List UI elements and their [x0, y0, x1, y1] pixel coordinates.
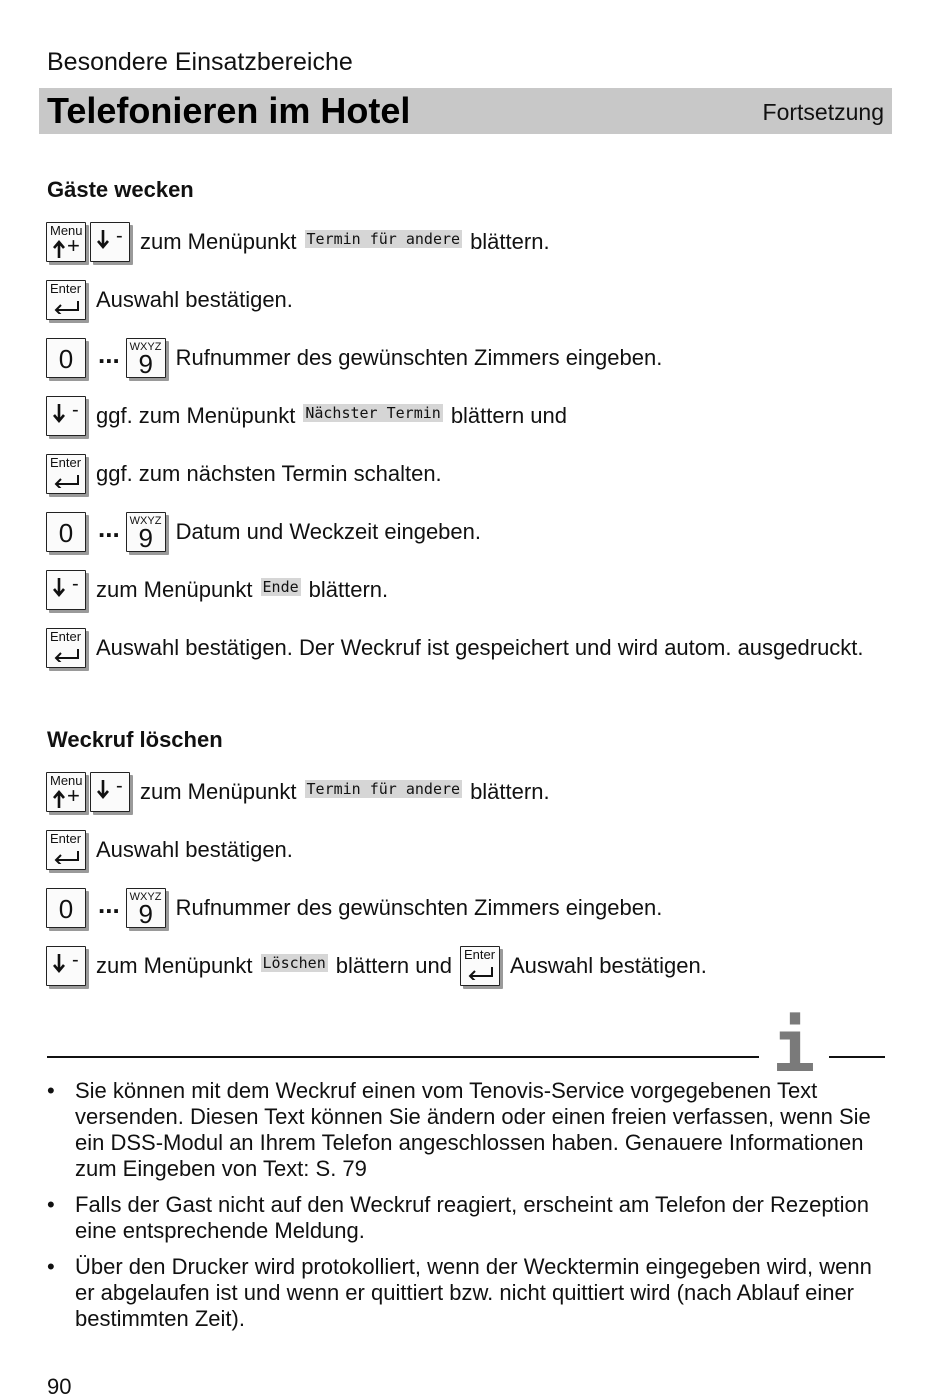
info-divider-right — [829, 1056, 885, 1058]
list-item: • Über den Drucker wird protokolliert, wenn der Wecktermin eingegeben wird, wenn er abgelaufen ist und wenn er quittiert bzw. nicht quittiert wird (nach Ablauf einer bestimmten Zeit). — [47, 1254, 872, 1331]
step-row: Menu + - zum Menüpunkt Termin für andere blättern. — [46, 220, 550, 264]
enter-key[interactable]: Enter — [46, 280, 86, 320]
enter-key[interactable]: Enter — [46, 454, 86, 494]
range-ellipsis: ... — [98, 338, 120, 369]
bullet-dot: • — [47, 1254, 55, 1279]
step-row: Enter Auswahl bestätigen. Der Weckruf ist gespeichert und wird autom. ausgedruckt. — [46, 626, 864, 670]
enter-key[interactable]: Enter — [460, 946, 500, 986]
down-minus-key[interactable]: - — [46, 570, 86, 610]
arrow-down-icon — [96, 779, 110, 801]
return-arrow-icon — [53, 474, 81, 488]
digit-0-key[interactable]: 0 — [46, 512, 86, 552]
down-minus-key[interactable]: - — [90, 222, 130, 262]
down-minus-key[interactable]: - — [46, 396, 86, 436]
display-text: Termin für andere — [306, 230, 461, 248]
digit-0-key[interactable]: 0 — [46, 338, 86, 378]
arrow-up-icon — [52, 239, 66, 259]
return-arrow-icon — [53, 850, 81, 864]
step-row: 0 ... WXYZ 9 Rufnummer des gewünschten Zimmers eingeben. — [46, 886, 662, 930]
step-row: - zum Menüpunkt Ende blättern. — [46, 568, 388, 612]
menu-up-key[interactable]: Menu + — [46, 772, 86, 812]
digit-9-key[interactable]: WXYZ 9 — [126, 338, 166, 378]
digit-9-key[interactable]: WXYZ 9 — [126, 512, 166, 552]
heading-gaeste-wecken: Gäste wecken — [47, 177, 194, 202]
digit-0-key[interactable]: 0 — [46, 888, 86, 928]
info-bullet-list — [47, 1078, 892, 1342]
info-icon: i — [772, 1004, 816, 1088]
page-title: Telefonieren im Hotel — [47, 90, 411, 131]
display-text: Ende — [262, 578, 299, 596]
display-text: Nächster Termin — [305, 404, 441, 422]
arrow-down-icon — [96, 229, 110, 251]
section-label: Besondere Einsatzbereiche — [47, 48, 353, 76]
continuation-label: Fortsetzung — [762, 99, 884, 125]
step-row: 0 ... WXYZ 9 Rufnummer des gewünschten Zimmers eingeben. — [46, 336, 662, 380]
arrow-down-icon — [52, 953, 66, 975]
digit-9-key[interactable]: WXYZ 9 — [126, 888, 166, 928]
return-arrow-icon — [467, 966, 495, 980]
display-text: Termin für andere — [306, 780, 461, 798]
enter-key[interactable]: Enter — [46, 628, 86, 668]
step-row: - zum Menüpunkt Löschen blättern und Enter Auswahl bestätigen. — [46, 944, 707, 988]
menu-up-key[interactable]: Menu + — [46, 222, 86, 262]
down-minus-key[interactable]: - — [90, 772, 130, 812]
step-row: Enter Auswahl bestätigen. — [46, 828, 293, 872]
list-item: • Falls der Gast nicht auf den Weckruf reagiert, erscheint am Telefon der Rezeption eine entsprechende Meldung. — [47, 1192, 870, 1243]
bullet-dot: • — [47, 1078, 55, 1103]
arrow-down-icon — [52, 403, 66, 425]
display-text: Löschen — [262, 954, 326, 972]
list-item: • Sie können mit dem Weckruf einen vom Tenovis-Service vorgegebenen Text versenden. Diesen Text können Sie ändern oder einen freien verfassen, wenn Sie ein DSS-Modul an Ihrem Telefon angeschlossen haben. Genauere Informationen zum Eingeben von Text: S. 79 — [47, 1078, 871, 1181]
page-number: 90 — [47, 1374, 72, 1399]
step-row: Enter Auswahl bestätigen. — [46, 278, 293, 322]
down-minus-key[interactable]: - — [46, 946, 86, 986]
step-row: Menu + - zum Menüpunkt Termin für andere blättern. — [46, 770, 550, 814]
range-ellipsis: ... — [98, 512, 120, 543]
arrow-down-icon — [52, 577, 66, 599]
heading-weckruf-loeschen: Weckruf löschen — [47, 727, 223, 752]
return-arrow-icon — [53, 648, 81, 662]
step-row: - ggf. zum Menüpunkt Nächster Termin blättern und — [46, 394, 567, 438]
range-ellipsis: ... — [98, 888, 120, 919]
bullet-dot: • — [47, 1192, 55, 1217]
arrow-up-icon — [52, 789, 66, 809]
enter-key[interactable]: Enter — [46, 830, 86, 870]
step-row: Enter ggf. zum nächsten Termin schalten. — [46, 452, 442, 496]
title-bar — [39, 88, 892, 134]
info-divider-left — [47, 1056, 759, 1058]
step-row: 0 ... WXYZ 9 Datum und Weckzeit eingeben. — [46, 510, 481, 554]
return-arrow-icon — [53, 300, 81, 314]
